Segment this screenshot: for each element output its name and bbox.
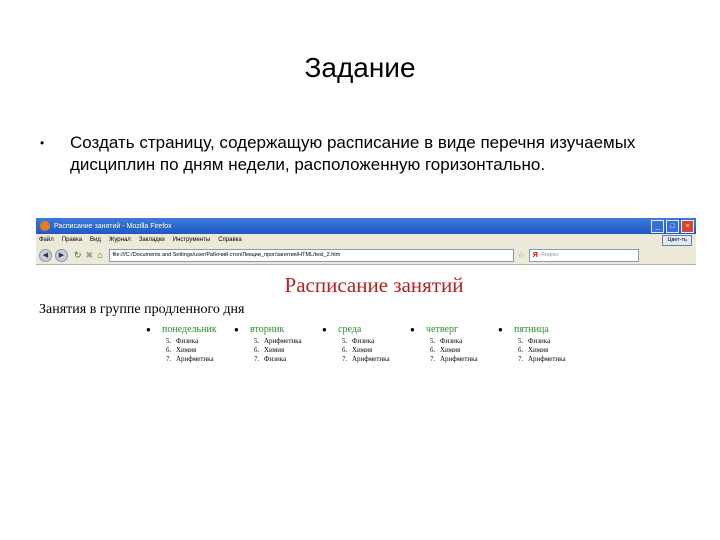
task-bullet — [40, 132, 690, 176]
bullet-dot-icon: ● — [146, 325, 151, 334]
list-item: 6. Химия — [342, 346, 373, 354]
list-item: 6. Химия — [166, 346, 197, 354]
bullet-dot-icon: ● — [410, 325, 415, 334]
go-icon[interactable]: ☆ — [517, 250, 525, 260]
menu-edit[interactable]: Правка — [61, 237, 83, 243]
day-column — [146, 324, 234, 364]
bullet-dot-icon: • — [40, 136, 45, 150]
search-input[interactable] — [529, 249, 639, 262]
menu-bar — [36, 234, 696, 246]
list-item: 5. Физика — [342, 337, 375, 345]
list-item: 7. Арифметика — [166, 355, 214, 363]
day-name: среда — [338, 324, 362, 335]
days-list — [146, 324, 696, 364]
list-item: 5. Физика — [166, 337, 199, 345]
list-item: 5. Физика — [430, 337, 463, 345]
menu-view[interactable]: Вид — [90, 237, 101, 243]
search-placeholder: Яндекс — [540, 251, 560, 258]
browser-titlebar — [36, 218, 696, 234]
forward-button[interactable]: ▶ — [55, 249, 68, 262]
reload-icon[interactable]: ↻ — [74, 249, 82, 260]
page-heading: Расписание занятий — [284, 273, 464, 297]
list-item: 7. Арифметика — [342, 355, 390, 363]
browser-window — [36, 218, 696, 388]
address-bar[interactable]: file:///C:/Documents and Settings/user/Рабочий стол/Лекции_прог/занятия/HTML/test_2.htm — [109, 249, 514, 262]
stop-icon[interactable]: ✖ — [85, 249, 94, 260]
list-item: 7. Физика — [254, 355, 287, 363]
list-item: 6. Химия — [254, 346, 285, 354]
page-subheading: Занятия в группе продленного дня — [39, 302, 245, 317]
close-button[interactable]: × — [681, 220, 694, 233]
day-name: четверг — [426, 324, 459, 335]
list-item: 6. Химия — [518, 346, 549, 354]
day-name: вторник — [250, 324, 285, 335]
minimize-button[interactable]: _ — [651, 220, 664, 233]
navigation-toolbar — [36, 246, 696, 265]
back-button[interactable]: ◀ — [39, 249, 52, 262]
menu-tools[interactable]: Инструменты — [172, 237, 211, 243]
day-column — [322, 324, 410, 364]
menu-history[interactable]: Журнал — [108, 237, 131, 243]
day-name: пятница — [514, 324, 549, 335]
list-item: 7. Арифметика — [518, 355, 566, 363]
maximize-button[interactable]: □ — [666, 220, 679, 233]
menu-help[interactable]: Справка — [218, 237, 242, 243]
day-column — [410, 324, 498, 364]
slide-title: Задание — [304, 52, 416, 83]
firefox-icon — [40, 221, 50, 231]
list-item: 5. Арифметика — [254, 337, 302, 345]
toolbar-badge[interactable]: Цвет-ть — [662, 235, 692, 246]
list-item: 7. Арифметика — [430, 355, 478, 363]
menu-file[interactable]: Файл — [39, 237, 54, 243]
yandex-icon: Я — [532, 251, 538, 259]
day-column — [234, 324, 322, 364]
menu-bookmarks[interactable]: Закладки — [138, 237, 165, 243]
window-title: Расписание занятий - Mozilla Firefox — [54, 222, 172, 230]
bullet-dot-icon: ● — [234, 325, 239, 334]
task-text: Создать страницу, содержащую расписание в виде перечня изучаемых дисциплин по дням недели, расположенную горизонтально. — [70, 133, 636, 174]
day-name: понедельник — [162, 324, 217, 335]
bullet-dot-icon: ● — [322, 325, 327, 334]
day-column — [498, 324, 586, 364]
home-icon[interactable]: ⌂ — [97, 250, 103, 260]
list-item: 5. Физика — [518, 337, 551, 345]
bullet-dot-icon: ● — [498, 325, 503, 334]
list-item: 6. Химия — [430, 346, 461, 354]
